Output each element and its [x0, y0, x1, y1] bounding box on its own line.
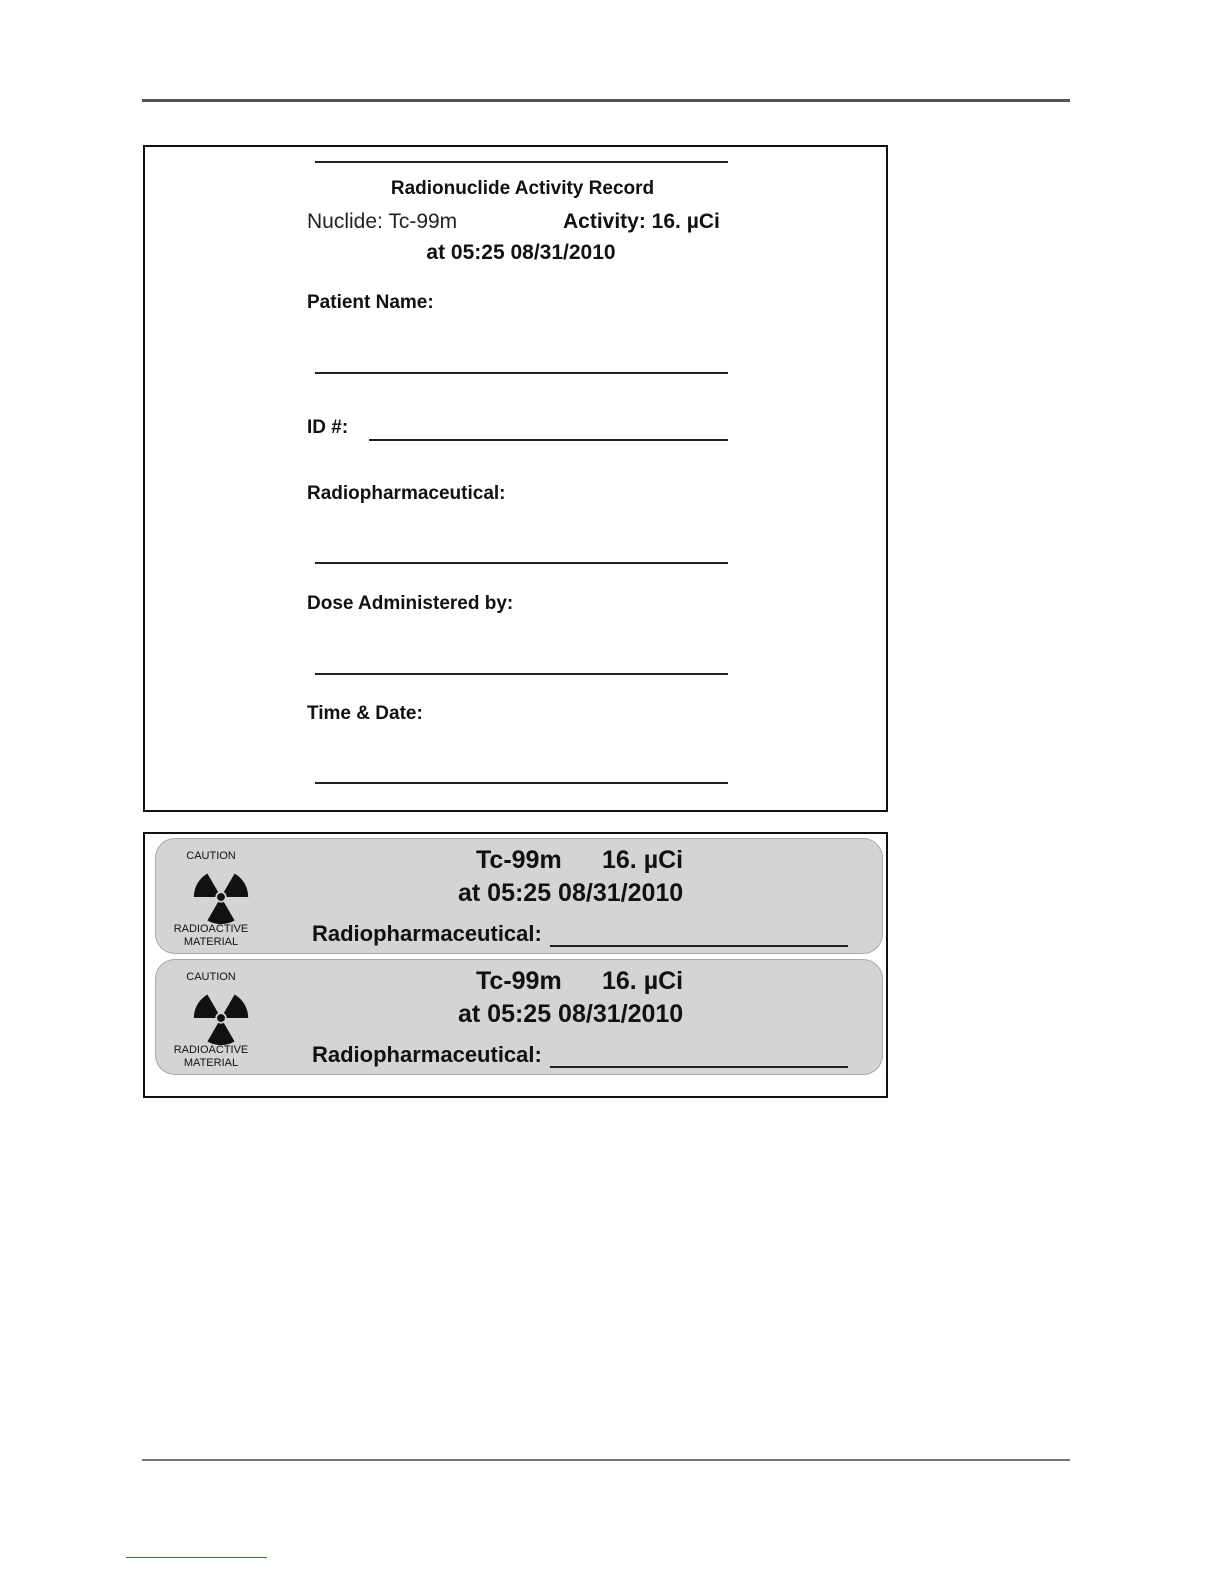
material-line-1: RADIOACTIVE — [173, 923, 249, 935]
header-rule — [142, 99, 1070, 102]
material-line-1: RADIOACTIVE — [173, 1044, 249, 1056]
activity-value: Activity: 16. µCi — [563, 210, 720, 233]
label-timestamp: at 05:25 08/31/2010 — [458, 1000, 684, 1028]
radiopharmaceutical-blank[interactable] — [315, 562, 728, 564]
material-text — [166, 923, 256, 949]
record-title: Radionuclide Activity Record — [390, 178, 655, 199]
radionuclide-activity-record-card — [143, 145, 888, 812]
nuclide-value: Nuclide: Tc-99m — [307, 210, 458, 233]
dose-administered-by-blank[interactable] — [315, 673, 728, 675]
material-text — [166, 1044, 256, 1070]
vial-label — [155, 838, 883, 954]
caution-block — [166, 847, 256, 951]
label-radiopharmaceutical: Radiopharmaceutical: — [312, 1042, 542, 1067]
id-label: ID #: — [307, 417, 349, 438]
label-timestamp: at 05:25 08/31/2010 — [458, 879, 684, 907]
label-radiopharmaceutical: Radiopharmaceutical: — [312, 921, 542, 946]
measurement-timestamp: at 05:25 08/31/2010 — [426, 241, 616, 264]
material-line-2: MATERIAL — [183, 936, 239, 948]
caution-text: CAUTION — [186, 850, 236, 862]
label-nuclide: Tc-99m — [476, 967, 562, 995]
vial-label-sheet — [143, 832, 888, 1098]
vial-label — [155, 959, 883, 1075]
radiopharmaceutical-label: Radiopharmaceutical: — [307, 483, 506, 504]
top-decorative-line — [315, 161, 728, 163]
label-radiopharmaceutical-blank[interactable] — [550, 1066, 848, 1068]
patient-name-blank[interactable] — [315, 372, 728, 374]
id-blank[interactable] — [369, 439, 728, 441]
material-line-2: MATERIAL — [183, 1057, 239, 1069]
footer-rule — [142, 1459, 1070, 1461]
label-activity: 16. µCi — [602, 846, 684, 874]
time-date-label: Time & Date: — [307, 703, 423, 724]
caution-text: CAUTION — [186, 971, 236, 983]
radiation-trefoil-icon — [188, 988, 254, 1048]
dose-administered-by-label: Dose Administered by: — [307, 593, 514, 614]
label-activity: 16. µCi — [602, 967, 684, 995]
caution-block — [166, 968, 256, 1072]
radiation-trefoil-icon — [188, 867, 254, 927]
label-nuclide: Tc-99m — [476, 846, 562, 874]
footer-link-underline[interactable] — [126, 1557, 267, 1558]
label-radiopharmaceutical-blank[interactable] — [550, 945, 848, 947]
time-date-blank[interactable] — [315, 782, 728, 784]
patient-name-label: Patient Name: — [307, 292, 434, 313]
